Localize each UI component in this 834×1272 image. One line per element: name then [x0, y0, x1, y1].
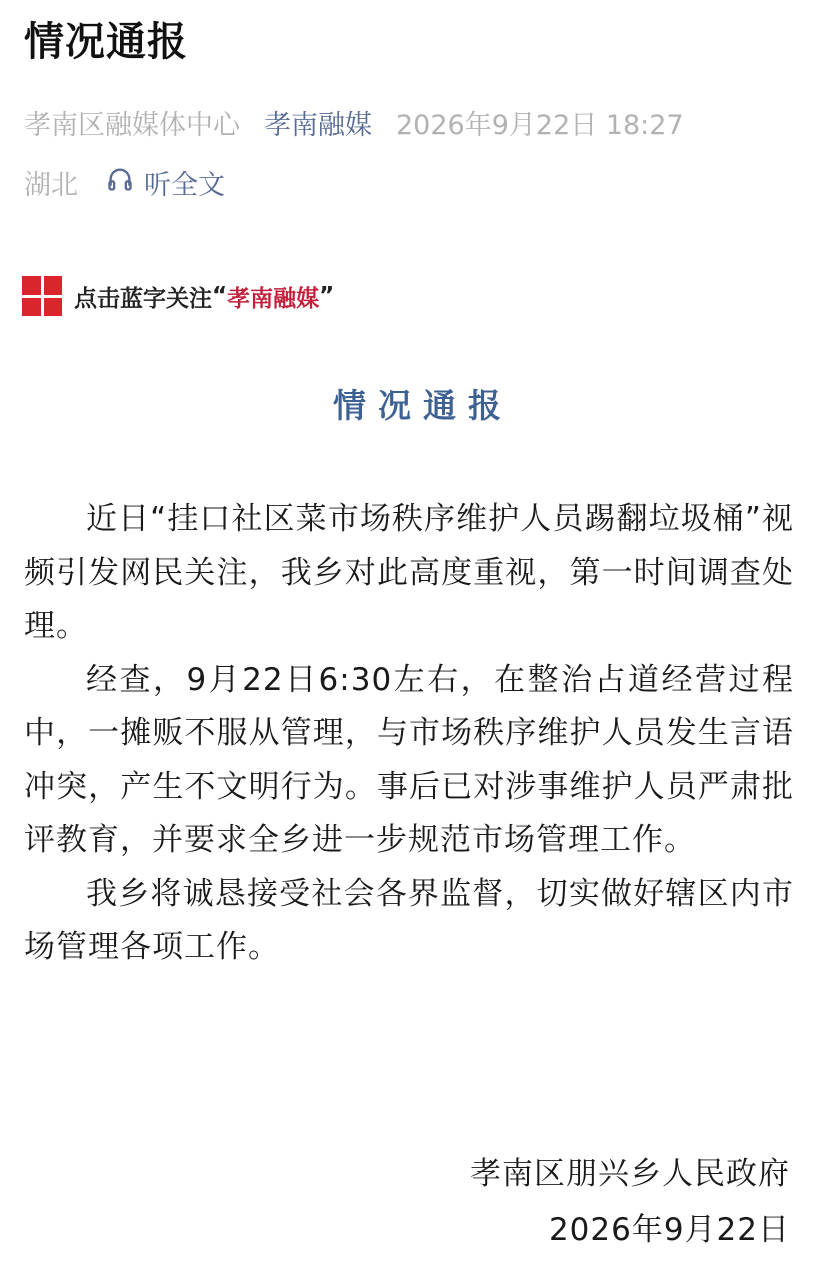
- red-grid-icon: [22, 276, 62, 316]
- article-meta-secondary: [24, 160, 225, 204]
- follow-prefix: 点击蓝字关注: [74, 285, 212, 312]
- notice-paragraph: 经查，9月22日6:30左右，在整治占道经营过程中，一摊贩不服从管理，与市场秩序维护人员发生言语冲突，产生不文明行为。事后已对涉事维护人员严肃批评教育，并要求全乡进一步规范市场管理工作。: [24, 661, 794, 858]
- follow-open-quote: “: [212, 283, 228, 309]
- follow-close-quote: ”: [319, 283, 335, 309]
- signature-org: 孝南区朋兴乡人民政府: [470, 1156, 790, 1192]
- signature-date: 2026年9月22日: [548, 1212, 790, 1248]
- account-name-link[interactable]: 孝南融媒: [264, 109, 372, 141]
- listen-label: 听全文: [144, 169, 225, 201]
- follow-prompt[interactable]: [22, 276, 334, 316]
- notice-body: [24, 493, 794, 975]
- notice-title: 情况通报: [333, 386, 513, 425]
- notice-paragraph: 我乡将诚恳接受社会各界监督，切实做好辖区内市场管理各项工作。: [24, 875, 794, 965]
- headphones-icon: [106, 165, 144, 200]
- publish-time: 2026年9月22日 18:27: [396, 109, 684, 141]
- meta-source: 孝南区融媒体中心: [24, 109, 240, 141]
- follow-account-name: 孝南融媒: [227, 285, 320, 312]
- article-title: 情况通报: [24, 19, 188, 65]
- notice-signature: [470, 1146, 790, 1258]
- meta-location: 湖北: [24, 169, 78, 201]
- notice-paragraph: 近日“挂口社区菜市场秩序维护人员踢翻垃圾桶”视频引发网民关注，我乡对此高度重视，第一时间调查处理。: [24, 501, 794, 644]
- article-meta: [24, 100, 684, 144]
- listen-full-text-button[interactable]: [106, 163, 225, 202]
